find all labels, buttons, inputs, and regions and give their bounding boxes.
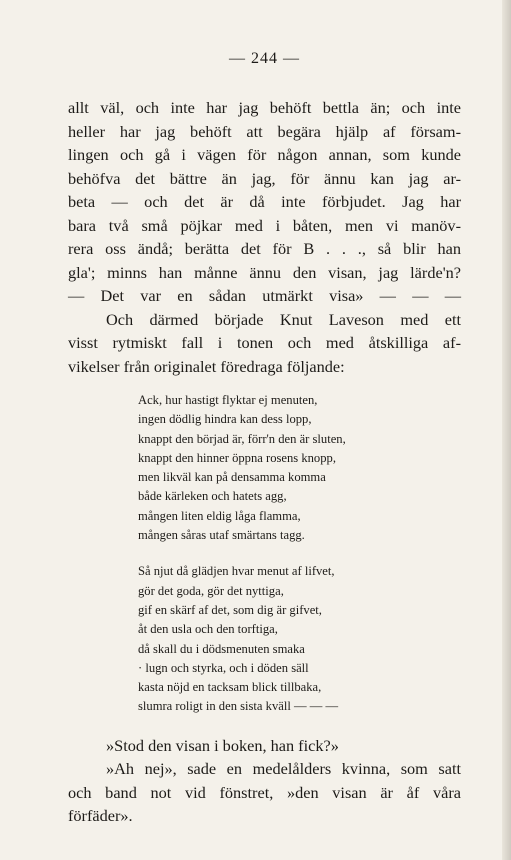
prose-line: förfäder». xyxy=(68,806,133,826)
poem-line: Ack, hur hastigt flyktar ej menuten, xyxy=(138,393,318,407)
poem-line: mången såras utaf smärtans tagg. xyxy=(138,528,305,543)
prose-line: — Det var en sådan utmärkt visa» — — — xyxy=(68,286,461,305)
poem-line: då skall du i dödsmenuten smaka xyxy=(138,641,305,656)
prose-line: allt väl, och inte har jag behöft bettla än; och inte xyxy=(68,98,461,117)
prose-line: heller har jag behöft att begära hjälp af försam- xyxy=(68,121,461,141)
poem-line: men likväl kan på densamma komma xyxy=(138,470,326,485)
poem-line: åt den usla och den torftiga, xyxy=(138,622,278,637)
poem-line: kasta nöjd en tacksam blick tillbaka, xyxy=(138,680,322,695)
prose-line: rera oss ändå; berätta det för B . . ., så blir han xyxy=(68,239,461,258)
poem-line: både kärleken och hatets agg, xyxy=(138,489,287,504)
poem-line: gif en skärf af det, som dig är gifvet, xyxy=(138,602,322,617)
page-number: — 244 — xyxy=(229,50,300,67)
page-edge-shadow xyxy=(502,0,511,860)
prose-line: »Ah nej», sade en medelålders kvinna, som satt xyxy=(106,759,461,779)
prose-top xyxy=(68,96,461,378)
poem-line: Så njut då glädjen hvar menut af lifvet, xyxy=(138,564,335,579)
poem-stanza-1 xyxy=(138,391,461,545)
prose-line: vikelser från originalet föredraga följande: xyxy=(68,356,345,376)
poem-stanza-2 xyxy=(138,562,461,716)
prose-line: visst rytmiskt fall i tonen och med åtskilliga af- xyxy=(68,333,461,352)
poem-line: gör det goda, gör det nyttiga, xyxy=(138,583,284,598)
poem-line: mången liten eldig låga flamma, xyxy=(138,508,301,523)
prose-line: behöfva det bättre än jag, för ännu kan jag ar- xyxy=(68,168,461,188)
prose-line: bara två små pöjkar med i båten, men vi manöv- xyxy=(68,215,461,235)
prose-line: beta — och det är då inte förbjudet. Jag har xyxy=(68,192,461,211)
poem-line: ingen dödlig hindra kan dess lopp, xyxy=(138,412,312,427)
poem-line: slumra roligt in den sista kväll — — — xyxy=(138,699,339,714)
prose-line: lingen och gå i vägen för någon annan, som kunde xyxy=(68,145,461,164)
prose-bottom xyxy=(68,734,461,828)
prose-line: och band not vid fönstret, »den visan är åf våra xyxy=(68,782,461,802)
prose-line: gla'; minns han månne ännu den visan, jag lärde'n? xyxy=(68,262,461,282)
prose-line: »Stod den visan i boken, han fick?» xyxy=(106,735,339,755)
poem-line: · lugn och styrka, och i döden säll xyxy=(138,660,309,675)
poem-line: knappt den börjad är, förr'n den är sluten, xyxy=(138,431,346,446)
poem xyxy=(68,391,461,717)
poem-line: knappt den hinner öppna rosens knopp, xyxy=(138,450,336,465)
prose-line: Och därmed började Knut Laveson med ett xyxy=(106,309,461,329)
